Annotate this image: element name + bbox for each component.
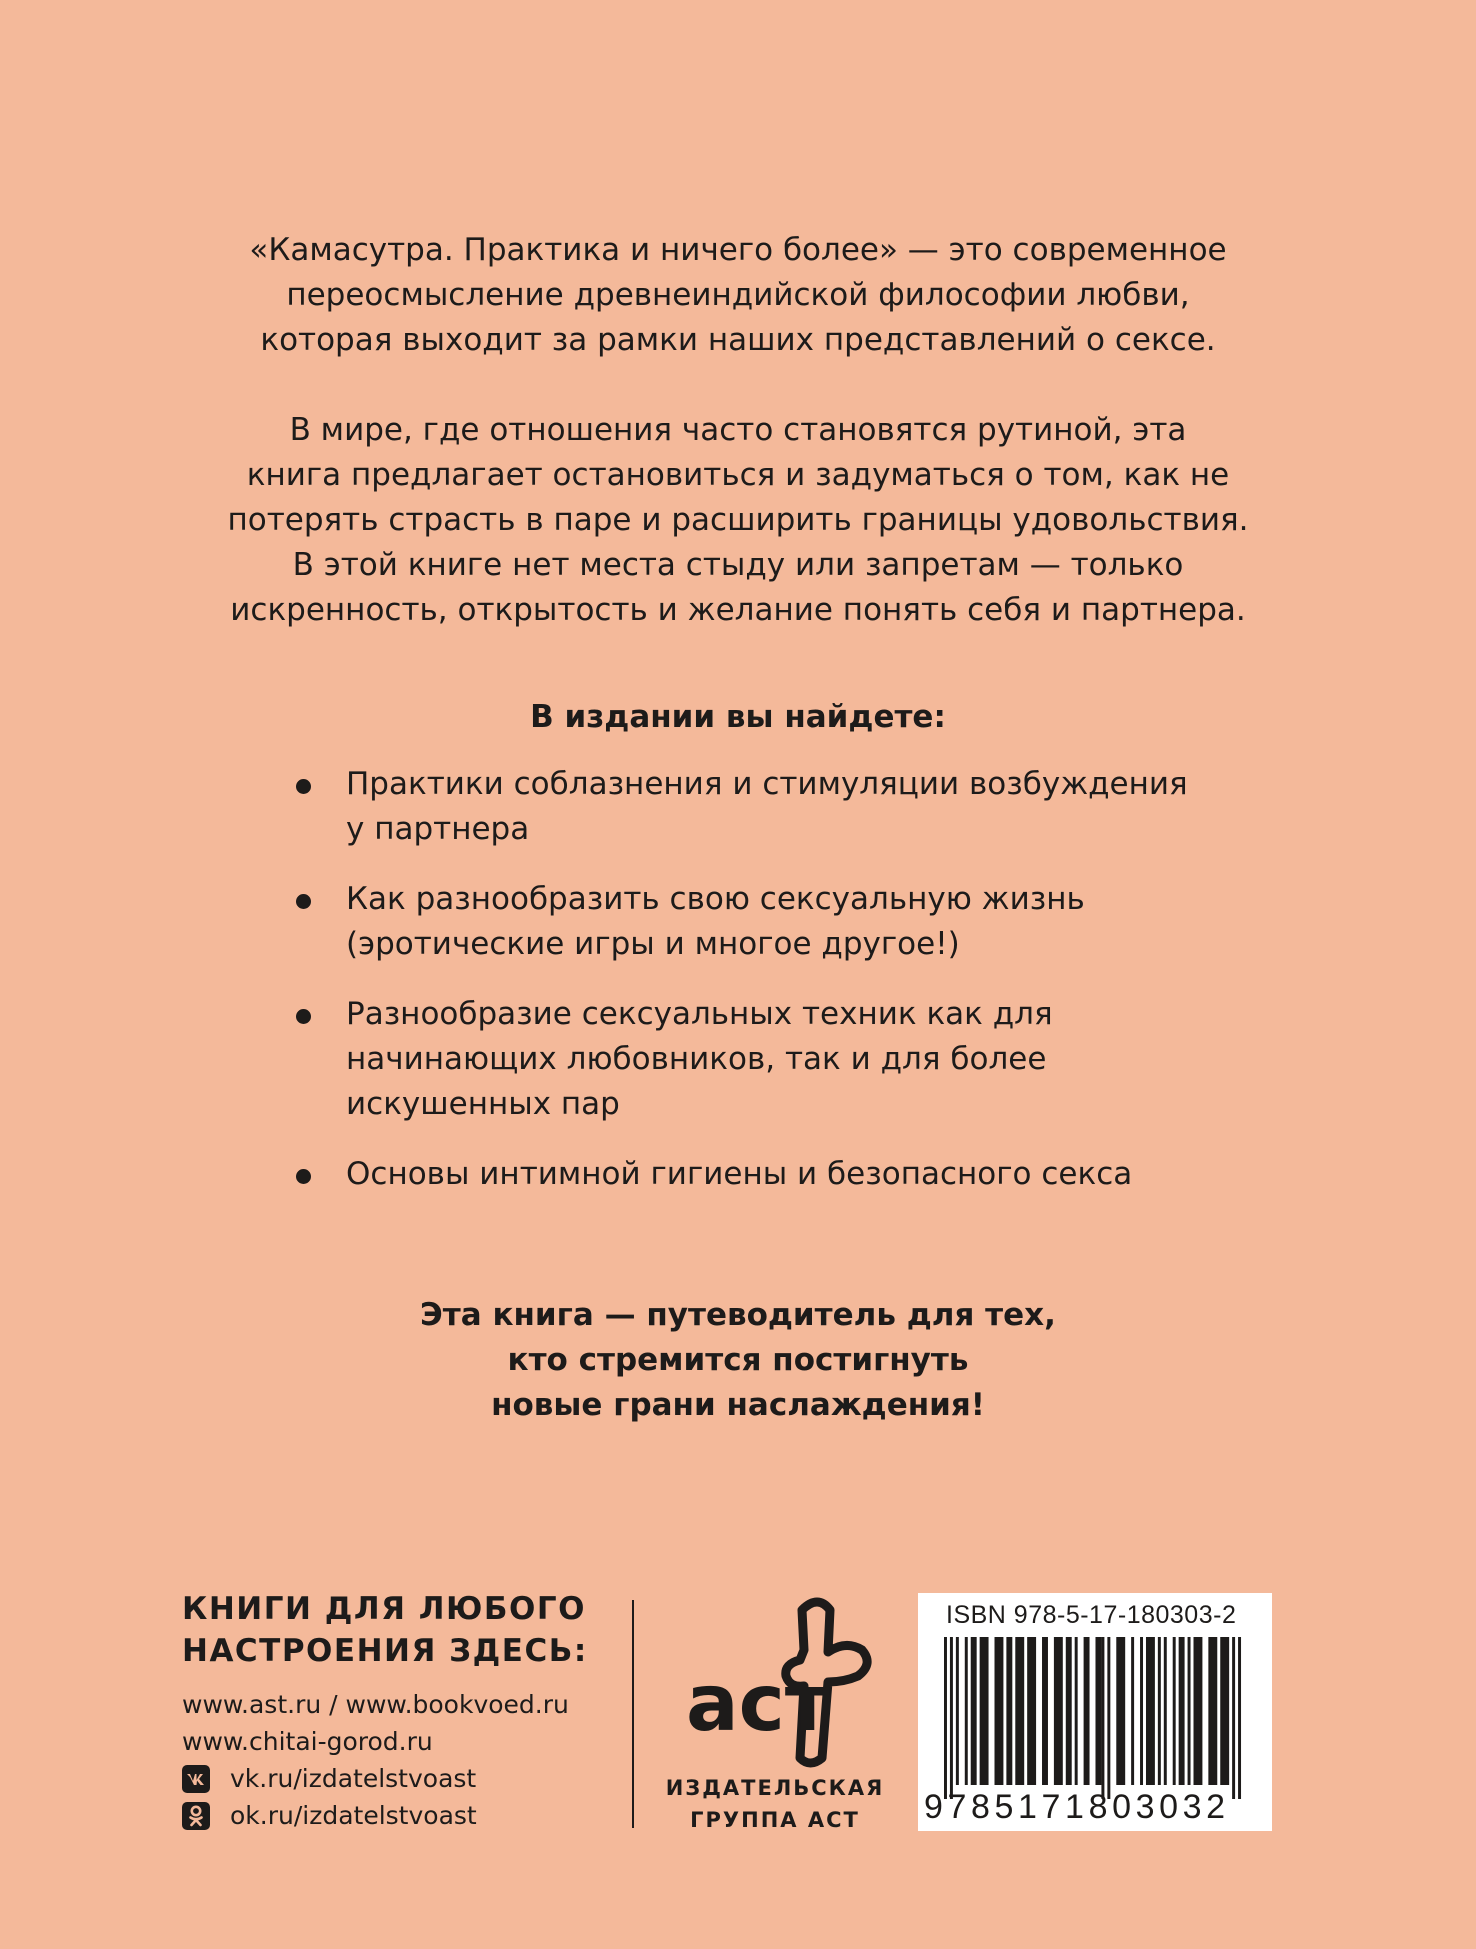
vk-icon [182, 1765, 210, 1793]
features-heading: В издании вы найдете: [530, 699, 946, 735]
vertical-divider [632, 1600, 634, 1828]
bullet-icon [296, 894, 311, 909]
intro-line: В мире, где отношения часто становятся рутиной, эта [289, 412, 1187, 448]
odnoklassniki-icon [182, 1802, 210, 1830]
barcode-bar [980, 1637, 989, 1785]
publisher-name-line: ИЗДАТЕЛЬСКАЯ [665, 1776, 885, 1800]
store-links-block [182, 1588, 612, 1834]
barcode-bar [1232, 1637, 1235, 1799]
barcode-bar [1006, 1637, 1012, 1785]
list-item-line: Практики соблазнения и стимуляции возбуждения [346, 766, 1188, 802]
intro-paragraph-2 [0, 408, 1476, 633]
stores-title-line: КНИГИ ДЛЯ ЛЮБОГО [182, 1591, 586, 1627]
bullet-icon [296, 1009, 311, 1024]
barcode-bar [1095, 1637, 1101, 1785]
list-item-line: (эротические игры и многое другое!) [346, 926, 960, 962]
barcode-bar [1101, 1637, 1104, 1799]
intro-line: книга предлагает остановиться и задуматься о том, как не [246, 457, 1230, 493]
publisher-name-line: ГРУППА АСТ [690, 1808, 860, 1832]
barcode-bar [1164, 1637, 1167, 1785]
barcode-bar [1140, 1637, 1143, 1785]
bullet-icon [296, 1169, 311, 1184]
ast-logo-text: аст [686, 1659, 831, 1749]
closing-line: Эта книга — путеводитель для тех, [420, 1297, 1056, 1333]
barcode-bar [1173, 1637, 1176, 1785]
list-item-line: у партнера [346, 811, 530, 847]
ok-link-text: ok.ru/izdatelstvoast [230, 1801, 477, 1830]
list-item-line: начинающих любовников, так и для более [346, 1041, 1047, 1077]
ast-logo [670, 1590, 880, 1770]
ok-link[interactable] [182, 1797, 612, 1834]
barcode-bar [1084, 1637, 1090, 1785]
closing-line: кто стремится постигнуть [507, 1342, 969, 1378]
intro-line: искренность, открытость и желание понять себя и партнера. [230, 592, 1246, 628]
barcode-bar [1015, 1637, 1024, 1785]
barcode-bar [1075, 1637, 1078, 1785]
barcode-bar [1220, 1637, 1229, 1785]
intro-line: которая выходит за рамки наших представлений о сексе. [260, 322, 1216, 358]
list-item-line: Основы интимной гигиены и безопасного секса [346, 1156, 1133, 1192]
closing-line: новые грани наслаждения! [491, 1387, 985, 1423]
barcode-bar [1208, 1637, 1217, 1785]
barcode-bar [1146, 1637, 1155, 1785]
barcode-bar [1158, 1637, 1161, 1785]
intro-line: потерять страсть в паре и расширить границы удовольствия. [227, 502, 1249, 538]
list-item [290, 762, 1250, 852]
intro-line: «Камасутра. Практика и ничего более» — это современное [249, 232, 1227, 268]
barcode-bar [1188, 1637, 1191, 1785]
barcode-bar [995, 1637, 1004, 1785]
publisher-block [660, 1590, 890, 1836]
stores-title [182, 1588, 612, 1672]
barcode-bar [1238, 1637, 1241, 1799]
vk-link[interactable] [182, 1760, 612, 1797]
links-list [182, 1686, 612, 1834]
barcode-bar [944, 1637, 947, 1799]
list-item [290, 1152, 1250, 1197]
intro-line: В этой книге нет места стыду или запретам — только [292, 547, 1184, 583]
list-item-line: Разнообразие сексуальных техник как для [346, 996, 1053, 1032]
stores-title-line: НАСТРОЕНИЯ ЗДЕСЬ: [182, 1633, 588, 1669]
barcode-bar [971, 1637, 977, 1785]
vk-link-text: vk.ru/izdatelstvoast [230, 1764, 477, 1793]
ean-digits: 9785171803032 [924, 1788, 1230, 1826]
list-item-line: Как разнообразить свою сексуальную жизнь [346, 881, 1085, 917]
barcode-bar [1054, 1637, 1063, 1785]
barcode-bars [944, 1637, 1248, 1799]
barcode-bar [1027, 1637, 1036, 1785]
barcode-bar [956, 1637, 959, 1785]
description [0, 228, 1476, 678]
bullet-icon [296, 779, 311, 794]
publisher-name [660, 1772, 890, 1836]
list-item [290, 992, 1250, 1127]
barcode-bar [965, 1637, 968, 1785]
website-link[interactable]: www.chitai-gorod.ru [182, 1727, 433, 1756]
barcode-bar [1042, 1637, 1048, 1785]
intro-paragraph-1 [0, 228, 1476, 363]
barcode-bar [1066, 1637, 1072, 1785]
list-item-line: искушенных пар [346, 1086, 620, 1122]
features-list [290, 762, 1250, 1222]
list-item [290, 877, 1250, 967]
barcode-bar [1179, 1637, 1185, 1785]
isbn-label: ISBN 978-5-17-180303-2 [946, 1601, 1237, 1629]
closing-statement [0, 1293, 1476, 1428]
isbn-barcode [918, 1593, 1272, 1831]
barcode-bar [1116, 1637, 1125, 1785]
barcode-bar [1107, 1637, 1110, 1799]
intro-line: переосмысление древнеиндийской философии любви, [286, 277, 1190, 313]
barcode-bar [1131, 1637, 1134, 1785]
barcode-bar [950, 1637, 953, 1799]
website-link[interactable]: www.ast.ru / www.bookvoed.ru [182, 1690, 569, 1719]
barcode-bar [1194, 1637, 1203, 1785]
